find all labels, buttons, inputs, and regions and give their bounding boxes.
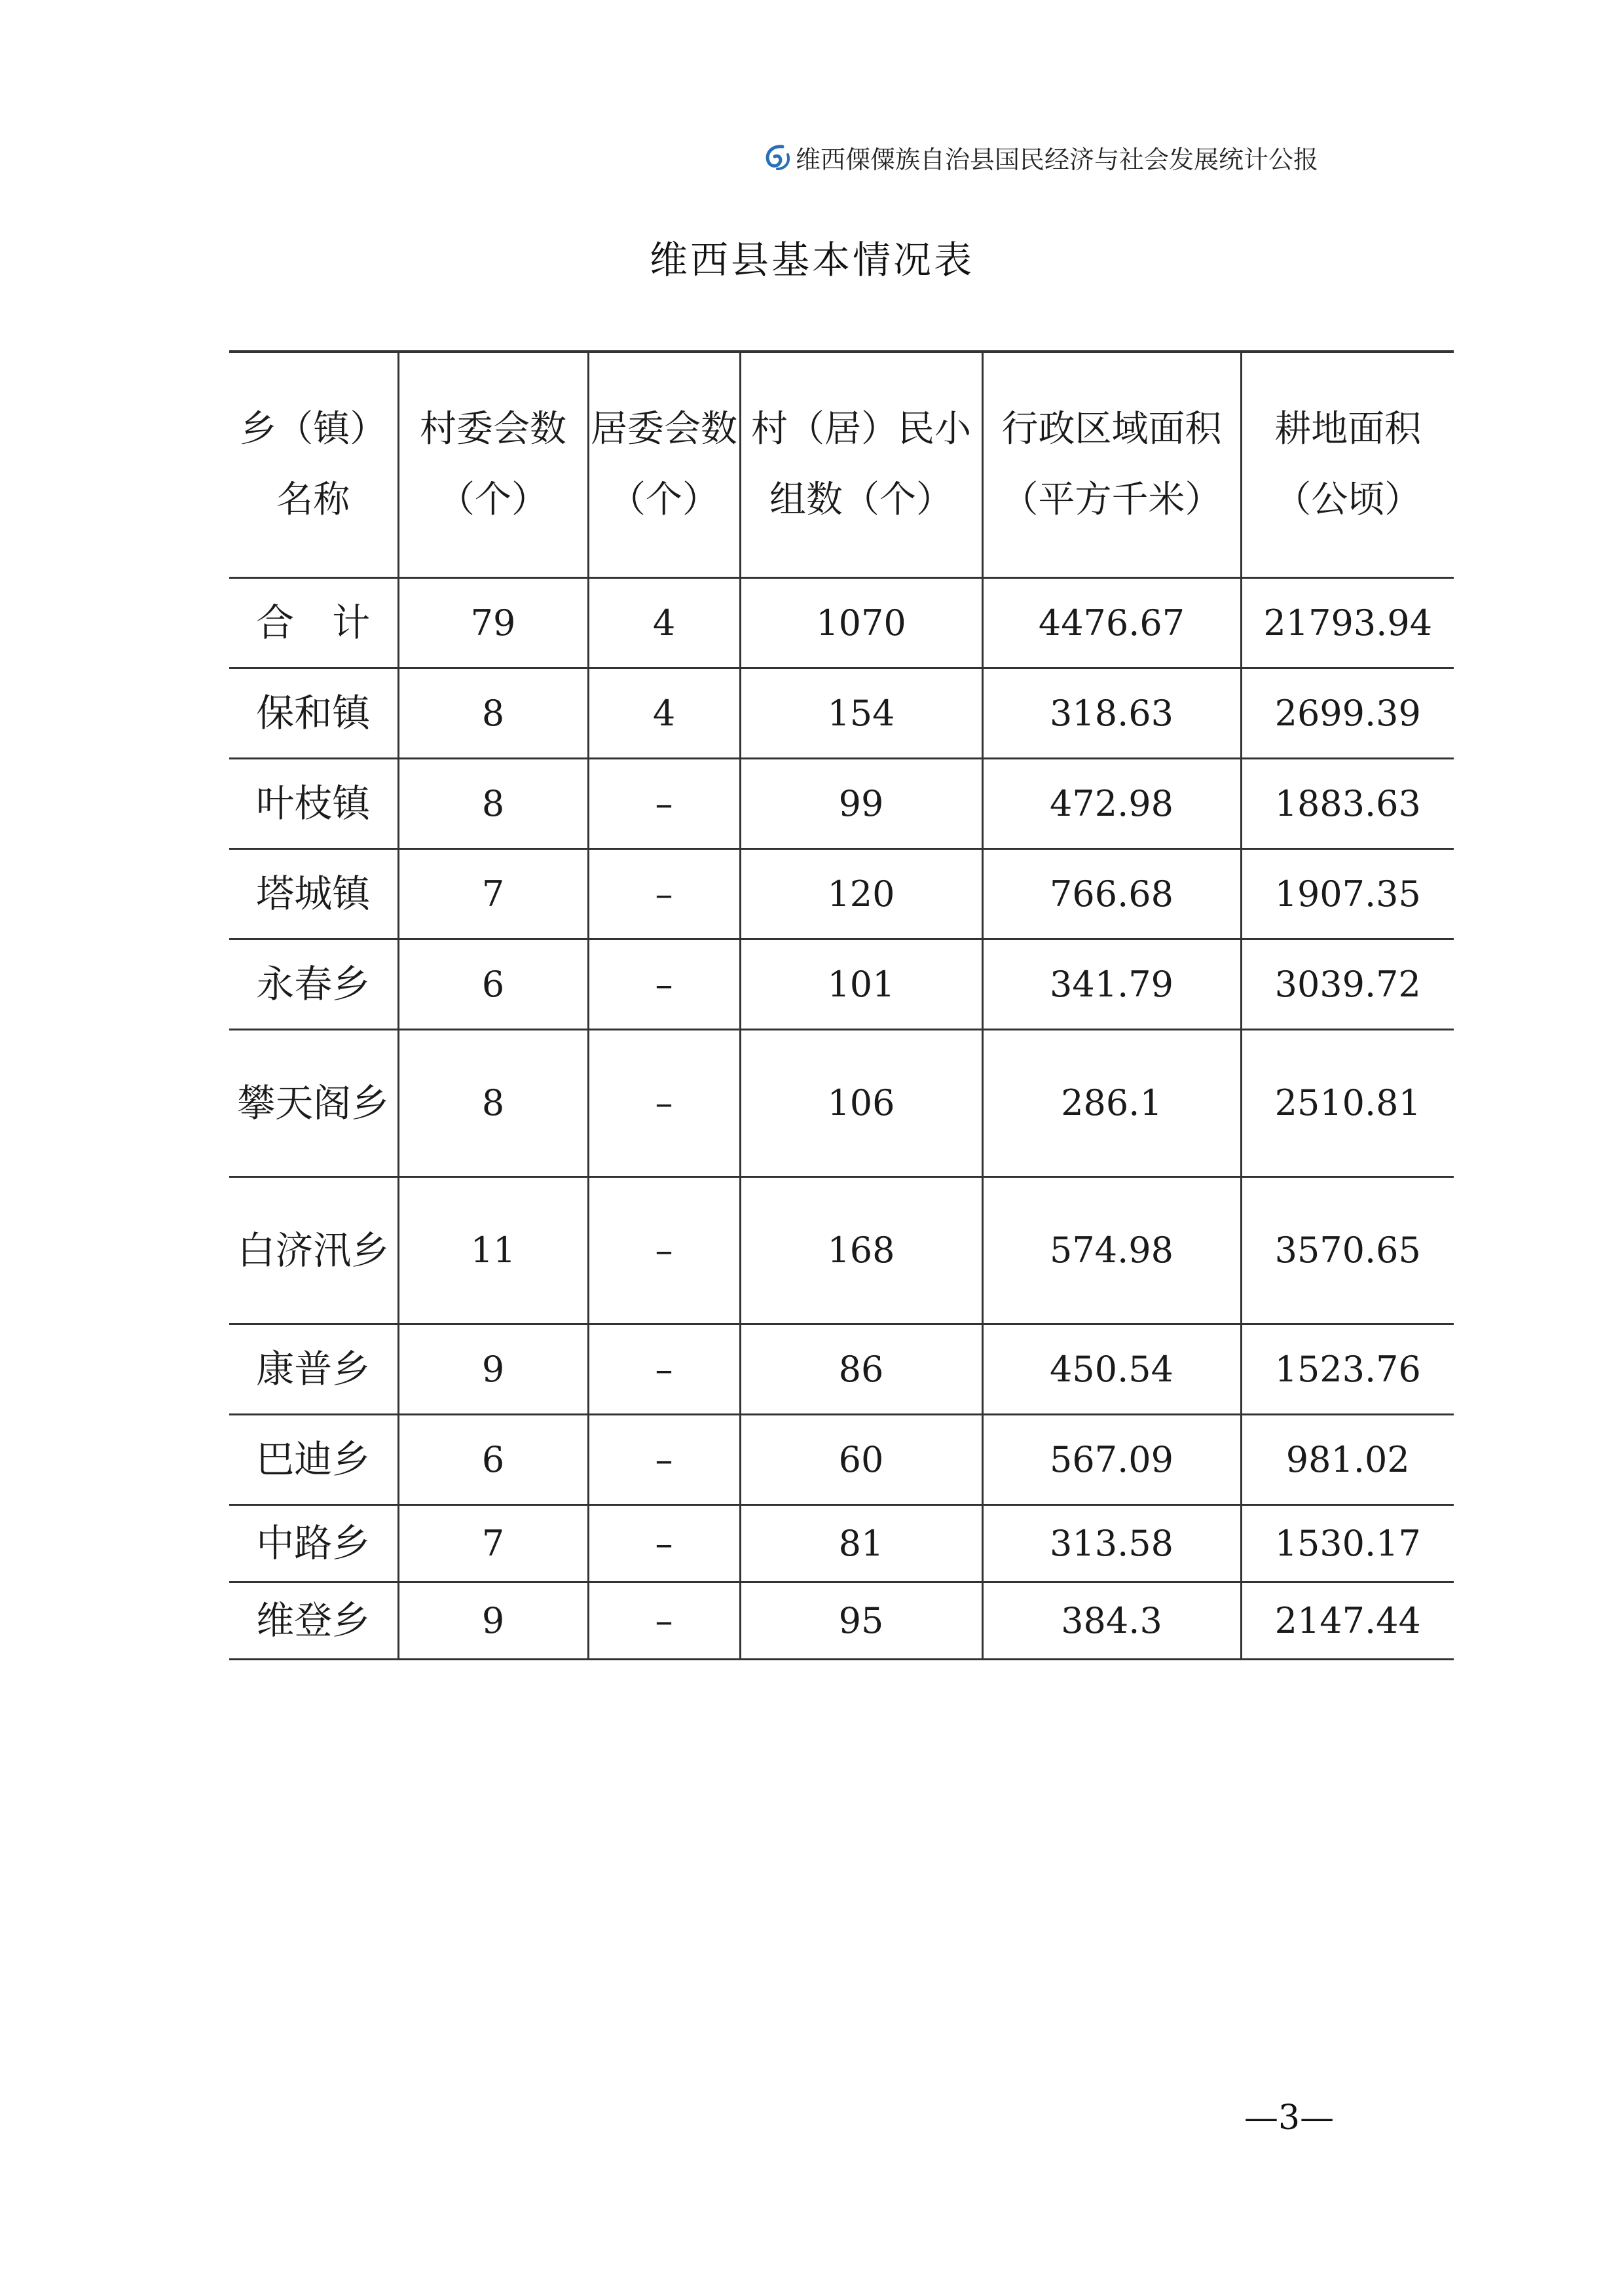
cell-villages: 8 [398, 758, 588, 848]
cell-residents: 4 [588, 577, 740, 668]
cell-name: 中路乡 [229, 1504, 398, 1582]
cell-farmland: 3039.72 [1241, 939, 1454, 1029]
bulletin-swirl-icon [763, 143, 792, 172]
cell-groups: 99 [740, 758, 982, 848]
cell-groups: 1070 [740, 577, 982, 668]
cell-groups: 120 [740, 848, 982, 939]
cell-villages: 8 [398, 1029, 588, 1176]
table-row [229, 758, 1454, 848]
cell-groups: 101 [740, 939, 982, 1029]
col-header-farmland: 耕地面积（公顷） [1241, 352, 1454, 577]
cell-name: 永春乡 [229, 939, 398, 1029]
cell-farmland: 1883.63 [1241, 758, 1454, 848]
cell-farmland: 2699.39 [1241, 668, 1454, 758]
cell-villages: 8 [398, 668, 588, 758]
col-header-villages: 村委会数（个） [398, 352, 588, 577]
table-row [229, 1414, 1454, 1504]
col-header-name: 乡（镇）名称 [229, 352, 398, 577]
cell-villages: 79 [398, 577, 588, 668]
cell-name: 巴迪乡 [229, 1414, 398, 1504]
col-header-groups: 村（居）民小组数（个） [740, 352, 982, 577]
cell-residents: – [588, 848, 740, 939]
cell-farmland: 1907.35 [1241, 848, 1454, 939]
basic-info-table [229, 350, 1454, 1660]
cell-name: 合 计 [229, 577, 398, 668]
table-row [229, 577, 1454, 668]
cell-farmland: 981.02 [1241, 1414, 1454, 1504]
cell-groups: 81 [740, 1504, 982, 1582]
cell-groups: 168 [740, 1176, 982, 1324]
cell-name: 维登乡 [229, 1582, 398, 1659]
cell-groups: 86 [740, 1324, 982, 1414]
cell-area: 4476.67 [982, 577, 1241, 668]
col-header-area: 行政区域面积（平方千米） [982, 352, 1241, 577]
cell-name: 塔城镇 [229, 848, 398, 939]
cell-residents: – [588, 1582, 740, 1659]
cell-name: 保和镇 [229, 668, 398, 758]
cell-groups: 95 [740, 1582, 982, 1659]
cell-residents: 4 [588, 668, 740, 758]
cell-villages: 7 [398, 848, 588, 939]
cell-farmland: 2510.81 [1241, 1029, 1454, 1176]
table-row [229, 1504, 1454, 1582]
cell-farmland: 1523.76 [1241, 1324, 1454, 1414]
header-text: 维西傈僳族自治县国民经济与社会发展统计公报 [796, 145, 1319, 174]
cell-name: 攀天阁乡 [229, 1029, 398, 1176]
cell-name: 叶枝镇 [229, 758, 398, 848]
cell-farmland: 1530.17 [1241, 1504, 1454, 1582]
table-row [229, 1324, 1454, 1414]
cell-groups: 106 [740, 1029, 982, 1176]
cell-area: 574.98 [982, 1176, 1241, 1324]
cell-villages: 9 [398, 1582, 588, 1659]
table-row [229, 848, 1454, 939]
cell-residents: – [588, 1176, 740, 1324]
cell-area: 472.98 [982, 758, 1241, 848]
cell-area: 318.63 [982, 668, 1241, 758]
cell-villages: 11 [398, 1176, 588, 1324]
cell-farmland: 2147.44 [1241, 1582, 1454, 1659]
cell-farmland: 21793.94 [1241, 577, 1454, 668]
cell-residents: – [588, 1324, 740, 1414]
table-row [229, 939, 1454, 1029]
col-header-residents: 居委会数（个） [588, 352, 740, 577]
cell-residents: – [588, 1504, 740, 1582]
cell-residents: – [588, 939, 740, 1029]
cell-farmland: 3570.65 [1241, 1176, 1454, 1324]
cell-groups: 154 [740, 668, 982, 758]
cell-name: 康普乡 [229, 1324, 398, 1414]
cell-name: 白济汛乡 [229, 1176, 398, 1324]
table-row [229, 668, 1454, 758]
table-row [229, 1176, 1454, 1324]
cell-area: 450.54 [982, 1324, 1241, 1414]
page-number: —3— [1244, 2098, 1335, 2138]
cell-residents: – [588, 758, 740, 848]
cell-residents: – [588, 1029, 740, 1176]
page-header [763, 134, 1318, 180]
table-header-row [229, 352, 1454, 577]
cell-area: 313.58 [982, 1504, 1241, 1582]
cell-villages: 9 [398, 1324, 588, 1414]
cell-area: 567.09 [982, 1414, 1241, 1504]
cell-villages: 6 [398, 1414, 588, 1504]
cell-villages: 6 [398, 939, 588, 1029]
cell-area: 286.1 [982, 1029, 1241, 1176]
page-title: 维西县基本情况表 [649, 238, 974, 282]
cell-area: 341.79 [982, 939, 1241, 1029]
cell-area: 384.3 [982, 1582, 1241, 1659]
table-row [229, 1582, 1454, 1659]
cell-residents: – [588, 1414, 740, 1504]
cell-villages: 7 [398, 1504, 588, 1582]
table-row [229, 1029, 1454, 1176]
cell-area: 766.68 [982, 848, 1241, 939]
cell-groups: 60 [740, 1414, 982, 1504]
